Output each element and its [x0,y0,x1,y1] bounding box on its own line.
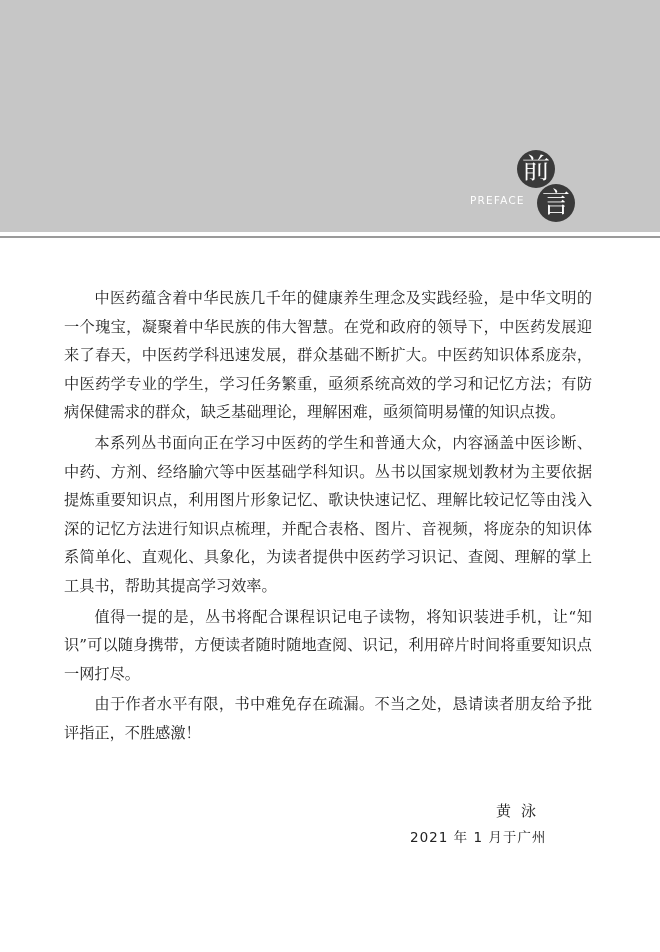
preface-english-title: PREFACE [470,195,525,207]
paragraph-2: 本系列丛书面向正在学习中医药的学生和普通大众，内容涵盖中医诊断、中药、方剂、经络腧穴等中医基础学科知识。丛书以国家规划教材为主要依据提炼重要知识点，利用图片形象记忆、歌诀快速记忆、理解比较记忆等由浅入深的记忆方法进行知识点梳理，并配合表格、图片、音视频，将庞杂的知识体系简单化、直观化、具象化，为读者提供中医药学习识记、查阅、理解的掌上工具书，帮助其提高学习效率。 [64,433,592,595]
author-name: 黄泳 [496,802,547,820]
paragraph-4: 由于作者水平有限，书中难免存在疏漏。不当之处，恳请读者朋友给予批评指正，不胜感激！ [64,695,592,742]
preface-body [64,284,592,750]
preface-title-char-1: 前 [517,150,555,188]
header-divider [0,236,660,238]
signature-date: 2021 年 1 月于广州 [410,830,547,846]
paragraph-1: 中医药蕴含着中华民族几千年的健康养生理念及实践经验，是中华文明的一个瑰宝，凝聚着中华民族的伟大智慧。在党和政府的领导下，中医药发展迎来了春天，中医药学科迅速发展，群众基础不断扩大。中医药知识体系庞杂，中医药学专业的学生，学习任务繁重，亟须系统高效的学习和记忆方法；有防病保健需求的群众，缺乏基础理论，理解困难，亟须简明易懂的知识点拨。 [64,289,592,422]
preface-title-char-2: 言 [537,184,575,222]
paragraph-3: 值得一提的是，丛书将配合课程识记电子读物，将知识装进手机，让“知识”可以随身携带，方便读者随时随地查阅、识记，利用碎片时间将重要知识点一网打尽。 [64,607,592,683]
